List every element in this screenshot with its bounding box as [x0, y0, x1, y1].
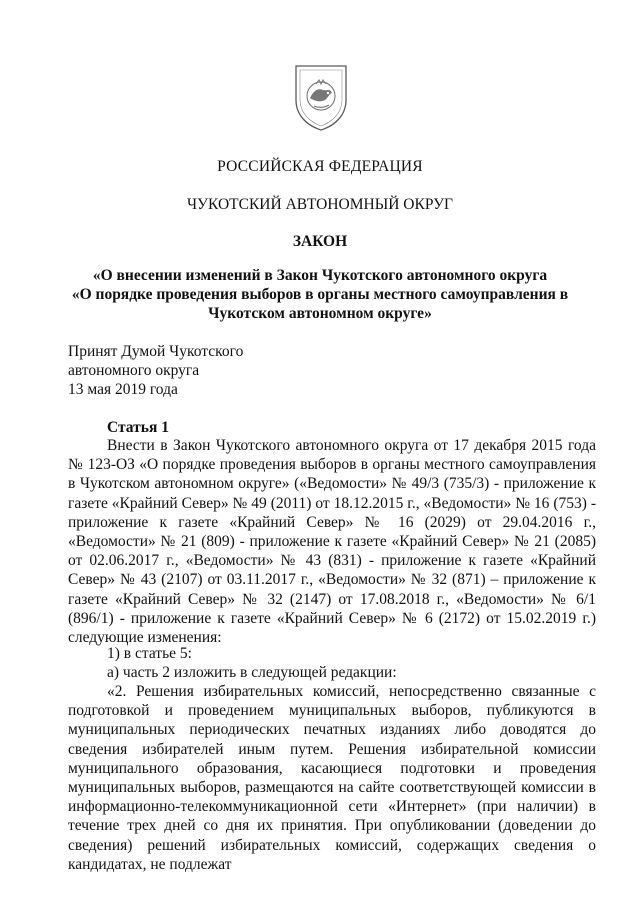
subject-line: «О порядке проведения выборов в органы местного самоуправления в: [71, 286, 569, 303]
document-type: ЗАКОН: [292, 233, 348, 250]
adoption-line: автономного округа: [68, 362, 200, 379]
adoption-block: [68, 342, 243, 399]
adoption-line: Принят Думой Чукотского: [68, 343, 244, 360]
region-title: ЧУКОТСКИЙ АВТОНОМНЫЙ ОКРУГ: [186, 196, 454, 213]
article-heading: Статья 1: [107, 419, 169, 436]
country-title: РОССИЙСКАЯ ФЕДЕРАЦИЯ: [217, 158, 423, 175]
adoption-date: 13 мая 2019 года: [68, 381, 178, 398]
article-intro-paragraph: Внести в Закон Чукотского автономного округа от 17 декабря 2015 года № 123-ОЗ «О порядке проведения выборов в органы местного самоуправления в Чукотском автономном округе» («Ведомости» № 49/3 (735/3) - приложение к газете «Крайний Север» № 49 (2011) от 18.12.2015 г., «Ведомости» № 16 (753) - приложение к газете «Крайний Север» № 16 (2029) от 29.04.2016 г., «Ведомости» № 21 (809) - приложение к газете «Крайний Север» № 21 (2085) от 02.06.2017 г., «Ведомости» № 43 (831) - приложение к газете «Крайний Север» № 43 (2107) от 03.11.2017 г., «Ведомости» № 32 (871) – приложение к газете «Крайний Север» № 32 (2147) от 17.08.2018 г., «Ведомости» № 6/1 (896/1) - приложение к газете «Крайний Север» № 6 (2172) от 15.02.2019 г.) следующие изменения:: [68, 437, 596, 647]
law-subject: [60, 266, 580, 323]
subject-line: Чукотском автономном округе»: [208, 305, 432, 322]
coat-of-arms-icon: [292, 60, 350, 132]
amendment-subitem: а) часть 2 изложить в следующей редакции:: [107, 664, 397, 681]
amendment-quote-paragraph: «2. Решения избирательных комиссий, непосредственно связанные с подготовкой и проведением муниципальных выборов, публикуются в муниципальных периодических печатных изданиях либо доводятся до сведения избирателей иным путем. Решения избирательной комиссии муниципального образования, касающиеся подготовки и проведения муниципальных выборов, размещаются на сайте соответствующей комиссии в информационно-телекоммуникационной сети «Интернет» (при наличии) в течение трех дней со дня их принятия. При опубликовании (доведении до сведения) решений избирательных комиссий, содержащих сведения о кандидатах, не подлежат: [68, 683, 596, 873]
amendment-item: 1) в статье 5:: [107, 645, 192, 662]
subject-line: «О внесении изменений в Закон Чукотского автономного округа: [92, 267, 548, 284]
